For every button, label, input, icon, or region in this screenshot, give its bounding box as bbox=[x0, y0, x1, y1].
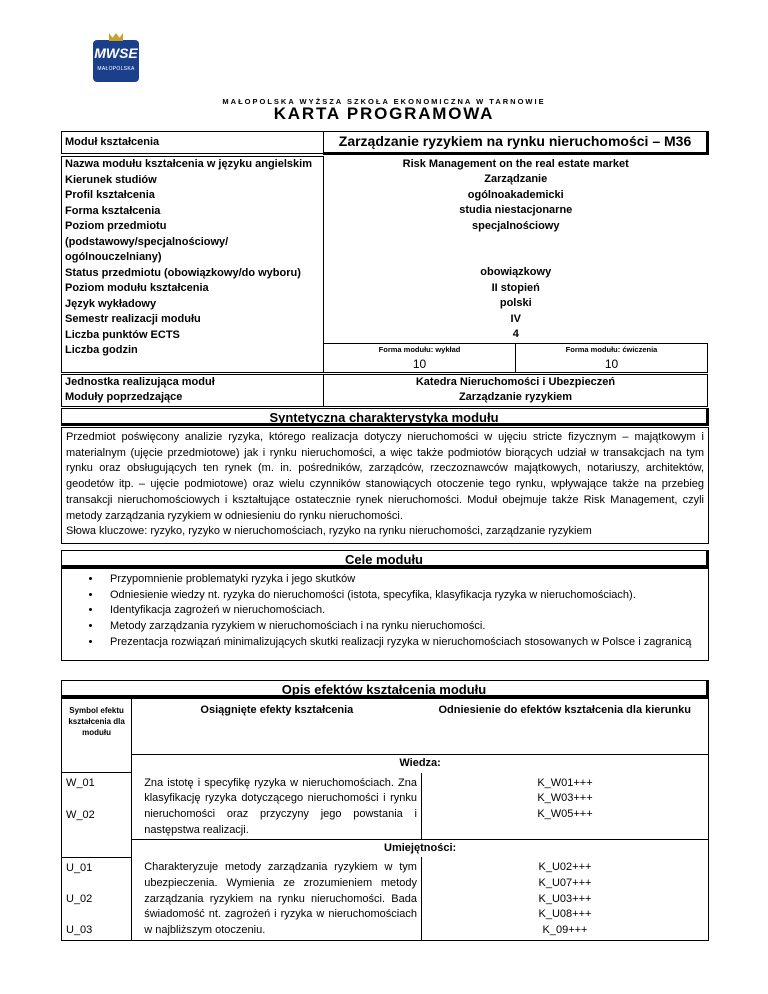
module-name: Zarządzanie ryzykiem na rynku nieruchomości – M36 bbox=[324, 132, 708, 154]
crown-icon bbox=[109, 33, 123, 41]
knowledge-codes: W_01 W_02 bbox=[62, 773, 132, 839]
university-logo bbox=[93, 40, 139, 82]
effects-title: Opis efektów kształcenia modułu bbox=[61, 680, 709, 698]
goals-list bbox=[62, 572, 702, 651]
list-item: • Prezentacja rozwiązań minimalizujących skutki realizacji ryzyka w nieruchomościach stosowanych w Polsce i zagranicą bbox=[102, 635, 702, 651]
effects-table bbox=[61, 698, 709, 941]
list-item: • Identyfikacja zagrożeń w nieruchomościach. bbox=[102, 603, 702, 619]
skills-refs: K_U02+++ K_U07+++ K_U03+++ K_U08+++ K_09+++ bbox=[421, 857, 708, 940]
lecture-hours: Forma modułu: wykład 10 bbox=[324, 343, 516, 372]
synthetic-text: Przedmiot poświęcony analizie ryzyka, którego realizacja dotyczy nieruchomości w ujęciu stricte fizycznym – majątkowym i materialnym (ujęcie przedmiotowe) jak i rynku nieruchomości, a więc także podmiotów biorących udział w transakcjach na tym rynku oraz obsługujących ten rynek (m. in. pośredników, zarządców, rzeczoznawców majątkowych, notariuszy, architektów, geodetów itp. – ujęcie podmiotowe) oraz wielu czynników stanowiących otoczenie tego rynku, wpływające także na przebieg transakcji nieruchomościowych i kształtujące ostatecznie rynek nieruchomości. Moduł obejmuje także Risk Management, czyli metody zarządzania ryzykiem w odniesieniu do rynku nieruchomości. bbox=[66, 431, 704, 522]
module-label: Moduł kształcenia bbox=[62, 132, 324, 154]
goals-box bbox=[61, 568, 709, 661]
col-effects-header: Osiągnięte efekty kształcenia bbox=[200, 704, 354, 716]
university-name: MAŁOPOLSKA WYŻSZA SZKOŁA EKONOMICZNA W TARNOWIE bbox=[222, 97, 546, 106]
page-title: KARTA PROGRAMOWA bbox=[273, 104, 495, 123]
unit-values: Katedra Nieruchomości i Ubezpieczeń Zarządzanie ryzykiem bbox=[324, 374, 708, 406]
knowledge-label: Wiedza: bbox=[132, 755, 709, 773]
col-symbol-header: Symbol efektu kształcenia dla modułu bbox=[62, 699, 132, 755]
list-item: • Odniesienie wiedzy nt. ryzyka do nieruchomości (istota, specyfika, klasyfikacja ryzyka w nieruchomościach). bbox=[102, 588, 702, 604]
skills-label: Umiejętności: bbox=[132, 839, 709, 857]
skills-codes: U_01 U_02 U_03 bbox=[62, 857, 132, 940]
list-item: • Przypomnienie problematyki ryzyka i jego skutków bbox=[102, 572, 702, 588]
logo-mark: MWSE bbox=[94, 45, 138, 61]
goals-title: Cele modułu bbox=[61, 550, 709, 568]
module-info-table bbox=[61, 131, 709, 407]
knowledge-refs: K_W01+++ K_W03+++ K_W05+++ bbox=[421, 773, 708, 839]
skills-text: Charakteryzuje metody zarządzania ryzykiem w tym ubezpieczenia. Wymienia ze zrozumieniem metody zarządzania ryzykiem na rynku nieruchomości. Bada świadomość nt. zagrożeń i ryzyka w nieruchomościach w najbliższym otoczeniu. bbox=[144, 861, 417, 937]
col-refs-header: Odniesienie do efektów kształcenia dla kierunku bbox=[438, 704, 691, 716]
knowledge-text: Zna istotę i specyfikę ryzyka w nieruchomościach. Zna klasyfikację ryzyka dotyczącego nieruchomości i rynku nieruchomości oraz przyczyny jego powstania i następstwa realizacji. bbox=[144, 776, 417, 836]
synthetic-box bbox=[61, 427, 709, 544]
info-labels: Nazwa modułu kształcenia w języku angielskim Kierunek studiów Profil kształcenia Forma kształcenia Poziom przedmiotu (podstawowy/specjalnościowy/ ogólnouczelniany) Status przedmiotu (obowiązkowy/do wyboru) Poziom modułu kształcenia Język wykładowy Semestr realizacji modułu Liczba punktów ECTS Liczba godzin bbox=[62, 157, 324, 373]
list-item: • Metody zarządzania ryzykiem w nieruchomościach i na rynku nieruchomości. bbox=[102, 619, 702, 635]
exercise-hours: Forma modułu: ćwiczenia 10 bbox=[516, 343, 708, 372]
logo-subtext: MAŁOPOLSKA bbox=[97, 66, 135, 72]
info-values: Risk Management on the real estate market Zarządzanie ogólnoakademicki studia niestacjonarne specjalnościowy obowiązkowy II stopień polski IV 4 bbox=[402, 157, 629, 340]
keywords: Słowa kluczowe: ryzyko, ryzyko w nieruchomościach, ryzyko na rynku nieruchomości, zarządzanie ryzykiem bbox=[66, 525, 592, 538]
unit-labels: Jednostka realizująca moduł Moduły poprzedzające bbox=[62, 374, 324, 406]
synthetic-title: Syntetyczna charakterystyka modułu bbox=[61, 408, 709, 426]
